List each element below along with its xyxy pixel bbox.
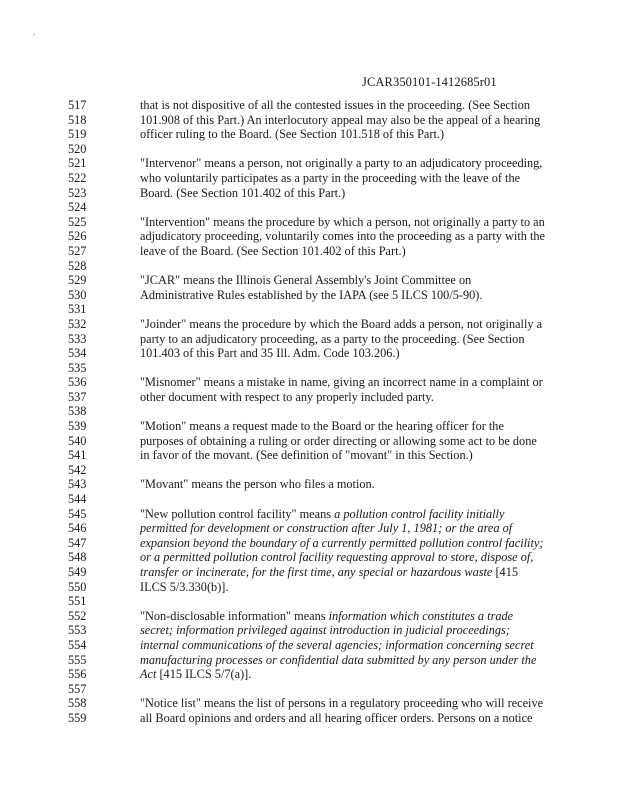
line-text [140, 550, 533, 565]
line-text [140, 273, 471, 288]
text-line [0, 521, 619, 536]
line-text [140, 215, 545, 230]
text-line [0, 638, 619, 653]
line-number: 517 [68, 98, 87, 112]
line-text [140, 448, 473, 463]
line-number: 530 [68, 287, 87, 302]
text-line [0, 98, 619, 113]
text-segment: "New pollution control facility" means [140, 506, 335, 521]
line-number: 556 [68, 667, 87, 682]
text-line [0, 186, 619, 201]
text-segment: 101.908 of this Part.) An interlocutory appeal may also be the appeal of a hearing [140, 112, 541, 127]
line-number: 542 [68, 462, 87, 477]
italic-statutory-text: Act [140, 667, 157, 682]
text-line [0, 142, 619, 157]
text-segment: "Notice list" means the list of persons in a regulatory proceeding who will receive [140, 696, 544, 711]
text-line [0, 200, 619, 215]
text-segment: "Misnomer" means a mistake in name, giving an incorrect name in a complaint or [140, 375, 543, 390]
italic-statutory-text: or a permitted pollution control facility requesting approval to store, dispose of, [140, 550, 534, 565]
line-text [140, 638, 534, 653]
text-line [0, 609, 619, 624]
stray-mark: . [33, 27, 36, 37]
text-line [0, 113, 619, 128]
line-number: 540 [68, 433, 87, 448]
line-text [140, 536, 543, 551]
line-number: 546 [68, 521, 87, 536]
text-segment: "Joinder" means the procedure by which the Board adds a person, not originally a [140, 316, 543, 331]
line-text [140, 507, 504, 522]
line-text [140, 696, 543, 711]
document-id-header: JCAR350101-1412685r01 [362, 75, 497, 89]
line-number: 537 [68, 389, 87, 404]
line-number: 558 [68, 696, 87, 711]
text-line [0, 580, 619, 595]
text-line [0, 390, 619, 405]
text-line [0, 507, 619, 522]
text-line [0, 419, 619, 434]
line-number: 547 [68, 535, 87, 550]
line-text [140, 127, 444, 142]
text-segment: [415 [492, 565, 519, 579]
line-text [140, 609, 513, 624]
line-number: 551 [68, 594, 87, 609]
text-line [0, 361, 619, 376]
text-line [0, 667, 619, 682]
line-number: 535 [68, 360, 87, 375]
text-line [0, 594, 619, 609]
text-segment: 101.403 of this Part and 35 Ill. Adm. Code 103.206.) [140, 346, 400, 361]
line-number: 518 [68, 112, 87, 127]
italic-statutory-text: expansion beyond the boundary of a currently permitted pollution control facility; [140, 535, 544, 550]
text-segment: adjudicatory proceeding, voluntarily comes into the proceeding as a party with the [140, 229, 545, 244]
text-line [0, 550, 619, 565]
line-number: 555 [68, 652, 87, 667]
line-text [140, 580, 228, 595]
text-segment: "Intervenor" means a person, not originally a party to an adjudicatory proceeding, [140, 156, 543, 171]
line-text [140, 229, 545, 244]
line-text [140, 346, 400, 361]
line-number: 533 [68, 331, 87, 346]
italic-statutory-text: a pollution control facility initially [334, 506, 505, 521]
text-segment: leave of the Board. (See Section 101.402 of this Part.) [140, 243, 406, 258]
line-number: 543 [68, 477, 87, 492]
line-number: 536 [68, 375, 87, 390]
italic-statutory-text: secret; information privileged against introduction in judicial proceedings; [140, 623, 510, 638]
line-text [140, 288, 482, 303]
line-text [140, 98, 530, 113]
line-number: 522 [68, 170, 87, 185]
text-segment: Board. (See Section 101.402 of this Part.) [140, 185, 346, 200]
text-line [0, 288, 619, 303]
text-line [0, 375, 619, 390]
line-text [140, 186, 345, 201]
line-number: 524 [68, 200, 87, 215]
line-number: 531 [68, 302, 87, 317]
italic-statutory-text: information which constitutes a trade [328, 608, 514, 623]
line-text [140, 317, 542, 332]
line-text [140, 244, 406, 259]
line-text [140, 477, 375, 492]
text-line [0, 259, 619, 274]
line-text [140, 521, 512, 536]
text-segment: "Motion" means a request made to the Board or the hearing officer for the [140, 419, 504, 434]
text-segment: ILCS 5/3.330(b)]. [140, 579, 229, 594]
text-line [0, 346, 619, 361]
text-line [0, 477, 619, 492]
line-text [140, 653, 536, 668]
line-number: 528 [68, 258, 87, 273]
line-text [140, 623, 510, 638]
line-number: 521 [68, 156, 87, 171]
text-segment: other document with respect to any properly included party. [140, 389, 434, 404]
line-number: 549 [68, 565, 87, 579]
text-segment: "Movant" means the person who files a motion. [140, 477, 375, 492]
line-number: 525 [68, 214, 87, 229]
line-number: 527 [68, 243, 87, 258]
text-line [0, 229, 619, 244]
text-line [0, 623, 619, 638]
text-line [0, 711, 619, 726]
text-segment: "Non-disclosable information" means [140, 608, 329, 623]
text-line [0, 448, 619, 463]
line-text [140, 375, 543, 390]
text-line [0, 682, 619, 697]
text-line [0, 273, 619, 288]
italic-statutory-text: transfer or incinerate, for the first time, any special or hazardous waste [140, 565, 493, 579]
text-line [0, 565, 619, 580]
text-line [0, 696, 619, 711]
text-segment: [415 ILCS 5/7(a)]. [156, 667, 252, 682]
text-line [0, 434, 619, 449]
text-line [0, 492, 619, 507]
text-line [0, 463, 619, 478]
line-number: 532 [68, 316, 87, 331]
line-number: 559 [68, 710, 87, 725]
line-text [140, 419, 504, 434]
text-segment: purposes of obtaining a ruling or order directing or allowing some act to be done [140, 433, 537, 448]
line-number: 541 [68, 448, 87, 463]
line-text [140, 390, 434, 405]
line-text [140, 156, 542, 171]
line-number: 550 [68, 579, 87, 594]
text-segment: who voluntarily participates as a party in the proceeding with the leave of the [140, 170, 521, 185]
text-line [0, 171, 619, 186]
text-segment: party to an adjudicatory proceeding, as a party to the proceeding. (See Section [140, 331, 525, 346]
line-number: 553 [68, 623, 87, 638]
line-number: 519 [68, 127, 87, 142]
text-line [0, 653, 619, 668]
line-number: 545 [68, 506, 87, 521]
line-text [140, 565, 518, 580]
text-segment: "JCAR" means the Illinois General Assembly's Joint Committee on [140, 273, 472, 288]
text-line [0, 332, 619, 347]
text-line [0, 127, 619, 142]
text-segment: all Board opinions and orders and all hearing officer orders. Persons on a notice [140, 710, 533, 725]
line-text [140, 332, 524, 347]
line-number: 523 [68, 185, 87, 200]
text-line [0, 302, 619, 317]
italic-statutory-text: manufacturing processes or confidential data submitted by any person under the [140, 652, 537, 667]
line-number: 554 [68, 637, 87, 652]
text-segment: in favor of the movant. (See definition of "movant" in this Section.) [140, 448, 473, 463]
text-line [0, 215, 619, 230]
line-number: 520 [68, 141, 87, 156]
line-text [140, 711, 532, 726]
line-text [140, 667, 251, 682]
text-line [0, 317, 619, 332]
text-line [0, 536, 619, 551]
line-number: 534 [68, 346, 87, 361]
line-number: 557 [68, 681, 87, 696]
text-segment: that is not dispositive of all the contested issues in the proceeding. (See Section [140, 98, 531, 112]
text-segment: "Intervention" means the procedure by which a person, not originally a party to an [140, 214, 545, 229]
line-number: 526 [68, 229, 87, 244]
italic-statutory-text: permitted for development or construction after July 1, 1981; or the area of [140, 521, 513, 536]
line-number: 552 [68, 608, 87, 623]
text-segment: officer ruling to the Board. (See Section 101.518 of this Part.) [140, 127, 445, 142]
line-numbered-body [0, 98, 619, 726]
text-segment: Administrative Rules established by the IAPA (see 5 ILCS 100/5-90). [140, 287, 483, 302]
line-text [140, 113, 540, 128]
line-text [140, 171, 520, 186]
line-number: 538 [68, 404, 87, 419]
line-number: 548 [68, 550, 87, 565]
text-line [0, 244, 619, 259]
line-text [140, 434, 537, 449]
italic-statutory-text: internal communications of the several agencies; information concerning secret [140, 637, 534, 652]
text-line [0, 404, 619, 419]
line-number: 544 [68, 492, 87, 507]
line-number: 529 [68, 273, 87, 288]
line-number: 539 [68, 419, 87, 434]
text-line [0, 156, 619, 171]
